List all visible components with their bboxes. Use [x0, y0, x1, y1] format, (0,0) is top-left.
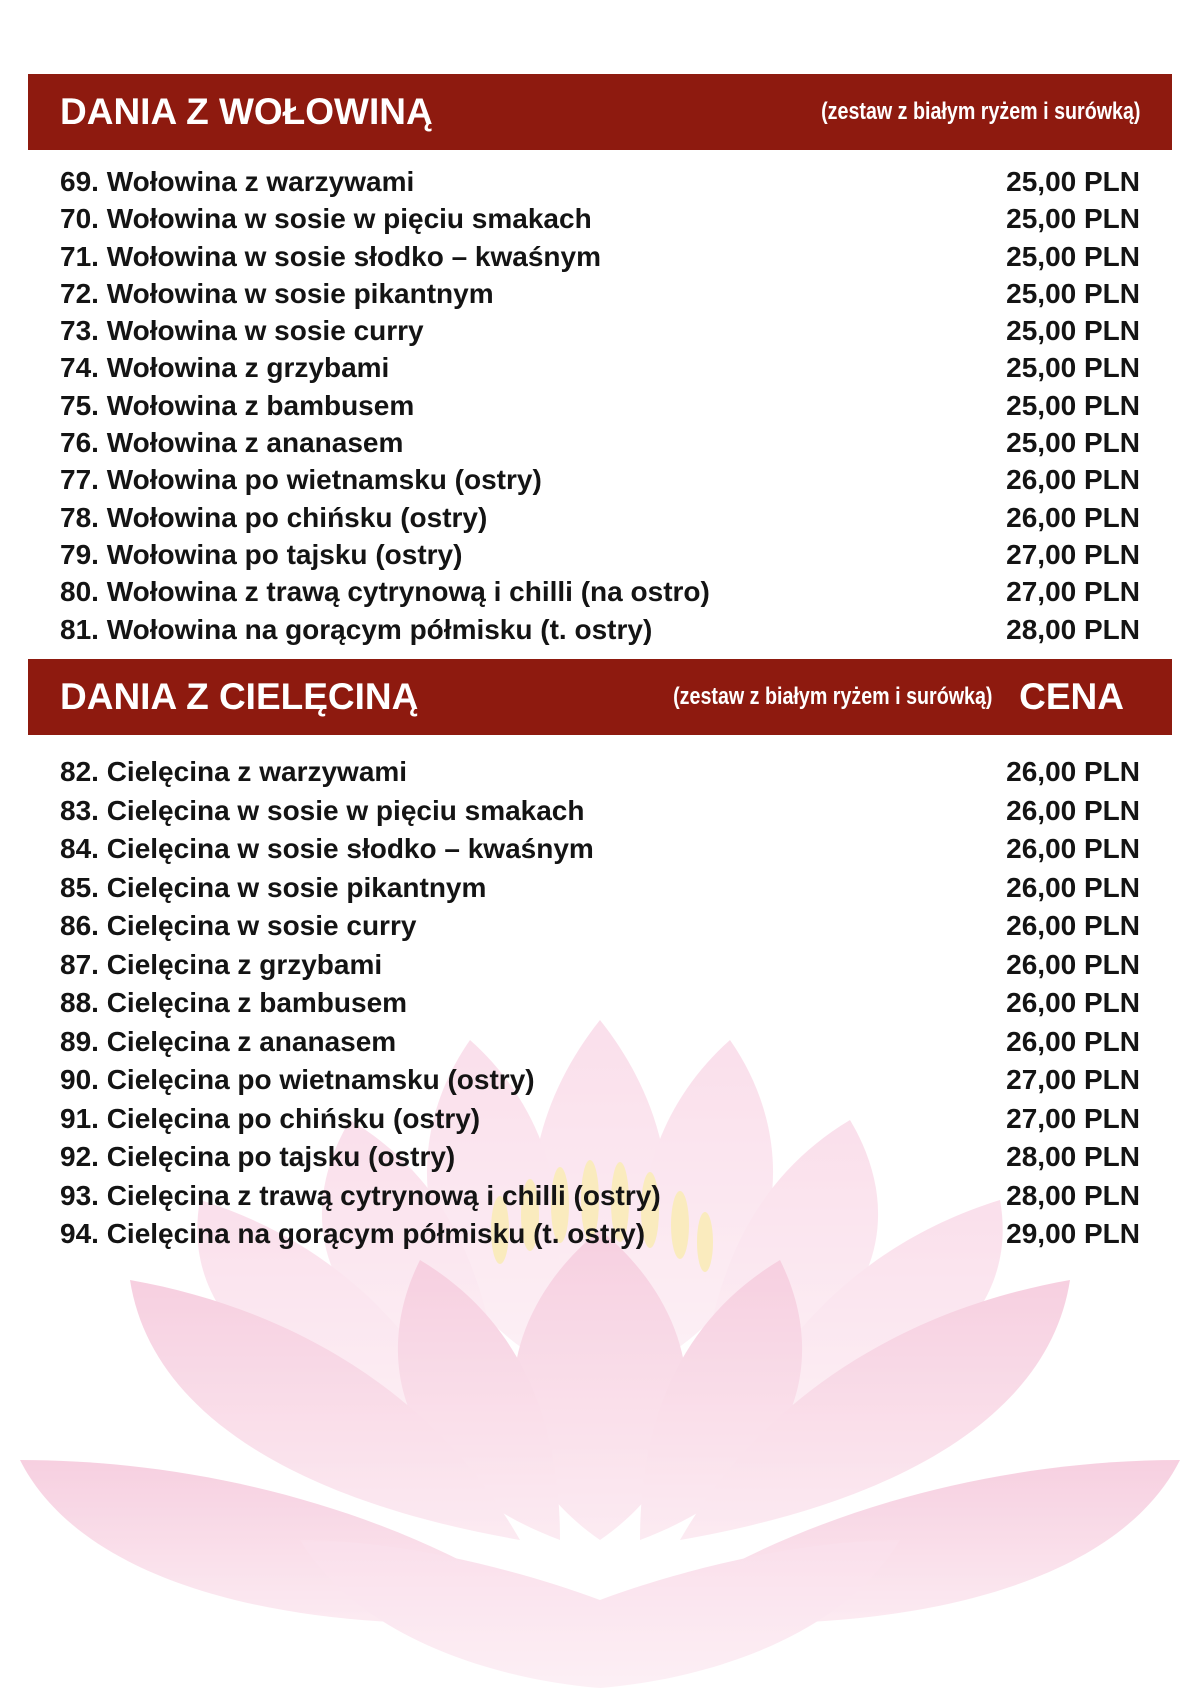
menu-item-name: 85. Cielęcina w sosie pikantnym: [60, 871, 487, 903]
menu-item: [60, 1100, 1140, 1139]
menu-item-price: 25,00 PLN: [1006, 277, 1140, 309]
menu-item: [60, 312, 1140, 349]
menu-item-name: 73. Wołowina w sosie curry: [60, 315, 424, 347]
menu-item: [60, 1138, 1140, 1177]
menu-item-price: 26,00 PLN: [1006, 948, 1140, 980]
menu-item-price: 28,00 PLN: [1006, 613, 1140, 645]
menu-item: [60, 1215, 1140, 1254]
menu-item-price: 27,00 PLN: [1006, 538, 1140, 570]
menu-item-price: 26,00 PLN: [1006, 833, 1140, 864]
menu-item-price: 28,00 PLN: [1006, 1141, 1140, 1172]
menu-item: [60, 499, 1140, 536]
menu-item: [60, 1061, 1140, 1100]
menu-item-name: 83. Cielęcina w sosie w pięciu smakach: [60, 794, 585, 826]
price-column-header: CENA: [1019, 676, 1124, 717]
menu-item: [60, 1177, 1140, 1216]
menu-item: [60, 830, 1140, 869]
menu-item-name: 90. Cielęcina po wietnamsku (ostry): [60, 1064, 535, 1095]
menu-item-price: 29,00 PLN: [1006, 1218, 1140, 1249]
menu-item-price: 25,00 PLN: [1006, 389, 1140, 421]
menu-item-name: 74. Wołowina z grzybami: [60, 352, 390, 384]
menu-item: [60, 792, 1140, 831]
menu-item: [60, 387, 1140, 424]
menu-item-name: 84. Cielęcina w sosie słodko – kwaśnym: [60, 833, 594, 864]
menu-item-name: 86. Cielęcina w sosie curry: [60, 910, 417, 941]
menu-item-price: 25,00 PLN: [1006, 352, 1140, 384]
menu-item-name: 81. Wołowina na gorącym półmisku (t. ostry): [60, 613, 653, 645]
menu-item-price: 27,00 PLN: [1006, 576, 1140, 608]
section-note: (zestaw z białym ryżem i surówką): [820, 98, 1140, 125]
menu-item: [60, 275, 1140, 312]
menu-item-name: 88. Cielęcina z bambusem: [60, 987, 408, 1018]
menu-item-name: 71. Wołowina w sosie słodko – kwaśnym: [60, 240, 601, 272]
menu-item: [60, 536, 1140, 573]
menu-item-name: 70. Wołowina w sosie w pięciu smakach: [60, 203, 592, 235]
menu-item-price: 26,00 PLN: [1006, 794, 1140, 826]
menu-item: [60, 907, 1140, 946]
menu-item-price: 25,00 PLN: [1006, 203, 1140, 235]
menu-item: [60, 984, 1140, 1023]
menu-item-name: 92. Cielęcina po tajsku (ostry): [60, 1141, 456, 1172]
menu-item-price: 26,00 PLN: [1006, 987, 1140, 1018]
menu-item-name: 94. Cielęcina na gorącym półmisku (t. ostry): [60, 1218, 646, 1249]
menu-item-price: 26,00 PLN: [1006, 756, 1140, 787]
menu-item-price: 25,00 PLN: [1006, 315, 1140, 347]
menu-item-name: 82. Cielęcina z warzywami: [60, 756, 408, 787]
menu-item-price: 26,00 PLN: [1006, 910, 1140, 941]
menu-item: [60, 461, 1140, 498]
menu-item: [60, 424, 1140, 461]
menu-item: [60, 869, 1140, 908]
menu-item-price: 26,00 PLN: [1006, 871, 1140, 903]
menu-item: [60, 753, 1140, 792]
section-title: DANIA Z WOŁOWINĄ: [60, 91, 433, 132]
menu-item-list: [60, 163, 1140, 648]
menu-item-name: 79. Wołowina po tajsku (ostry): [60, 538, 463, 570]
menu-item: [60, 163, 1140, 200]
menu-item-name: 77. Wołowina po wietnamsku (ostry): [60, 464, 542, 496]
menu-item-name: 69. Wołowina z warzywami: [60, 166, 415, 197]
menu-item-price: 27,00 PLN: [1006, 1064, 1140, 1095]
menu-item-price: 25,00 PLN: [1006, 166, 1140, 197]
menu-item-price: 25,00 PLN: [1006, 427, 1140, 459]
menu-item: [60, 946, 1140, 985]
menu-item-name: 72. Wołowina w sosie pikantnym: [60, 277, 494, 309]
menu-item-price: 27,00 PLN: [1006, 1102, 1140, 1134]
section-header-banner: [28, 74, 1172, 150]
menu-item-price: 25,00 PLN: [1006, 240, 1140, 272]
menu-item-name: 93. Cielęcina z trawą cytrynową i chilli (ostry): [60, 1179, 661, 1211]
menu-item-price: 26,00 PLN: [1006, 464, 1140, 496]
menu-item-name: 89. Cielęcina z ananasem: [60, 1025, 397, 1057]
menu-item-name: 75. Wołowina z bambusem: [60, 389, 415, 421]
menu-item-name: 80. Wołowina z trawą cytrynową i chilli (na ostro): [60, 576, 710, 608]
section-note: (zestaw z białym ryżem i surówką): [672, 683, 992, 710]
menu-item: [60, 1023, 1140, 1062]
section-title: DANIA Z CIELĘCINĄ: [60, 676, 419, 717]
menu-item: [60, 238, 1140, 275]
menu-item: [60, 349, 1140, 386]
menu-item-name: 78. Wołowina po chińsku (ostry): [60, 501, 488, 533]
menu-item-name: 87. Cielęcina z grzybami: [60, 948, 383, 980]
menu-item-name: 91. Cielęcina po chińsku (ostry): [60, 1102, 481, 1134]
menu-item: [60, 200, 1140, 237]
menu-item: [60, 611, 1140, 648]
menu-item-price: 28,00 PLN: [1006, 1179, 1140, 1211]
menu-item-name: 76. Wołowina z ananasem: [60, 427, 404, 459]
menu-item: [60, 573, 1140, 610]
menu-item-price: 26,00 PLN: [1006, 501, 1140, 533]
menu-item-price: 26,00 PLN: [1006, 1025, 1140, 1057]
section-header-banner: [28, 659, 1172, 735]
menu-item-list: [60, 753, 1140, 1254]
